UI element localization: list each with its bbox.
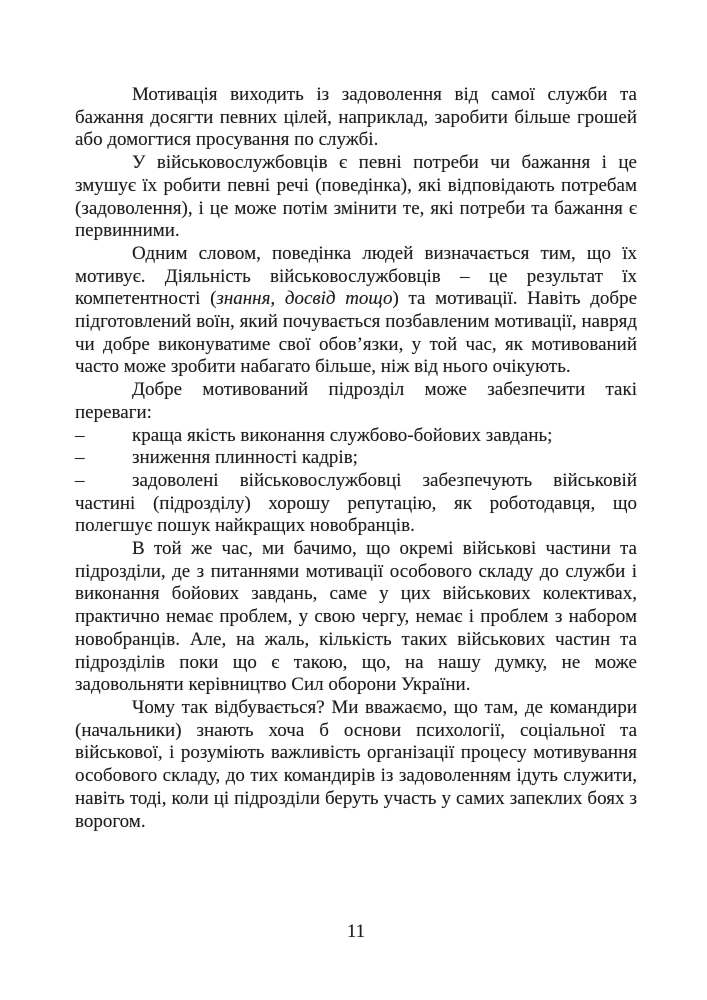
list-item <box>75 470 637 538</box>
page-body <box>75 84 637 833</box>
paragraph <box>75 84 637 152</box>
text-run: зниження плинності кадрів; <box>132 447 358 469</box>
text-run: Мотивація виходить із задоволення від самої служби та бажання досягти певних цілей, наприклад, заробити більше грошей або домогтися просування по службі. <box>75 84 637 151</box>
text-run: ) та мотивації. Навіть добре підготовлений воїн, який почувається позбавленим мотивації, навряд чи добре виконуватиме свої обов’язки, у той час, як мотивований часто може зробити набагато більше, ніж від нього очікують. <box>75 288 637 378</box>
list-dash-marker: – <box>75 469 85 491</box>
text-run: У військовослужбовців є певні потреби чи бажання і це змушує їх робити певні речі (поведінка), які відповідають потребам (задоволення), і це може потім змінити те, які потреби та бажання є первинними. <box>75 152 637 242</box>
text-run: задоволені військовослужбовці забезпечують військовій частині (підрозділу) хорошу репутацію, як роботодавця, що полегшує пошук найкращих новобранців. <box>75 469 637 537</box>
list-item <box>75 447 637 470</box>
paragraph <box>75 538 637 697</box>
paragraph <box>75 152 637 243</box>
text-run: В той же час, ми бачимо, що окремі військові частини та підрозділи, де з питаннями мотивації особового складу до служби і виконання бойових завдань, саме у цих військових колективах, практично немає проблем, у свою чергу, немає і проблем з набором новобранців. Але, на жаль, кількість таких військових частин та підрозділів поки що є такою, що, на нашу думку, не може задовольняти керівництво Сил оборони України. <box>75 538 637 696</box>
paragraph <box>75 379 637 424</box>
text-run: Добре мотивований підрозділ може забезпечити такі переваги: <box>75 379 637 423</box>
text-run: Чому так відбувається? Ми вважаємо, що там, де командири (начальники) знають хоча б основи психології, соціальної та військової, і розуміють важливість організації процесу мотивування особового складу, до тих командирів із задоволенням ідуть служити, навіть тоді, коли ці підрозділи беруть участь у самих запеклих боях з ворогом. <box>75 696 637 832</box>
paragraph <box>75 243 637 379</box>
page-number: 11 <box>346 921 366 942</box>
text-run: Одним словом, поведінка людей визначається тим, що їх мотивує. Діяльність військовослужбовців – це результат їх компетентності ( <box>75 242 637 310</box>
list-dash-marker: – <box>75 447 85 469</box>
list-dash-marker: – <box>75 424 85 446</box>
italic-text-run: знання, досвід тощо <box>216 288 393 310</box>
list-item <box>75 425 637 448</box>
text-run: краща якість виконання службово-бойових завдань; <box>132 424 553 446</box>
paragraph <box>75 697 637 833</box>
